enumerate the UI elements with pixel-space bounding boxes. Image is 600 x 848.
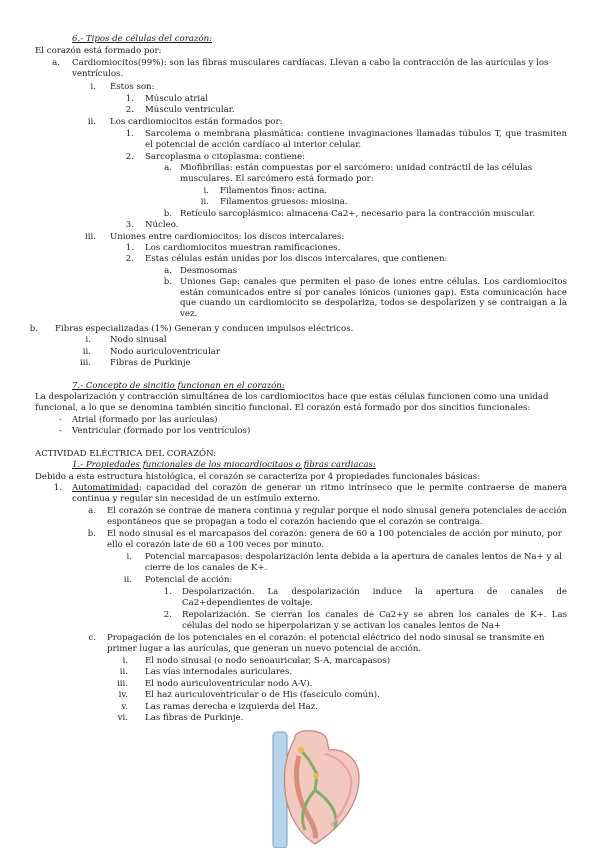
- list-marker: 1.: [53, 483, 62, 493]
- list-marker: b.: [29, 324, 38, 334]
- list-marker: v.: [121, 702, 128, 712]
- list-item: Retículo sarcoplásmico: almacena Ca2+, necesario para la contracción muscular.: [180, 209, 536, 219]
- list-item: Las vías internodales auriculares.: [145, 667, 293, 677]
- list-item: El nodo auriculoventricular nodo A-V).: [145, 679, 313, 689]
- list-marker: iii.: [80, 358, 91, 368]
- list-item: Filamentos finos: actina.: [220, 186, 328, 196]
- list-item: Las fibras de Purkinje.: [145, 713, 244, 723]
- list-item-automaticidad: [72, 483, 567, 504]
- list-marker: -: [59, 415, 62, 425]
- list-marker: a.: [164, 266, 172, 276]
- list-marker: 1.: [125, 94, 134, 104]
- list-marker: a.: [164, 163, 172, 173]
- list-marker: i.: [85, 335, 91, 345]
- list-item: Desmosomas: [180, 266, 237, 276]
- list-marker: ii.: [119, 667, 128, 677]
- list-marker: 1.: [125, 129, 134, 139]
- section-intro: Debido a esta estructura histológica, el corazón se caracteriza por 4 propiedades funcionales básicas:: [35, 472, 481, 482]
- term-definition: : capacidad del corazón de generar un ritmo intrínseco que le permite contraerse de manera continua y regular sin necesidad de un estímulo externo.: [72, 483, 567, 504]
- list-item: Sarcoplasma o citoplasma: contiene:: [145, 152, 305, 162]
- list-marker: 2.: [163, 610, 172, 620]
- section-subtitle: 1.- Propiedades funcionales de los miocardiocitaos o fibras cardiacas:: [72, 460, 376, 470]
- list-marker: 1.: [125, 243, 134, 253]
- list-marker: vi.: [117, 713, 128, 723]
- list-marker: -: [59, 426, 62, 436]
- list-item: El nodo sinusal (o nodo senoauricular, S-A, marcapasos): [145, 656, 391, 666]
- list-item: El haz auriculoventricular o de His (fascículo común).: [145, 690, 380, 700]
- list-item: Atrial (formado por las aurículas): [72, 415, 218, 425]
- list-item: Uniones entre cardiomiocitos: los discos intercalares:: [110, 232, 345, 242]
- list-item: Filamentos gruesos: miosina.: [220, 197, 348, 207]
- list-marker: a.: [88, 506, 96, 516]
- list-marker: ii.: [200, 197, 209, 207]
- list-marker: i.: [122, 656, 128, 666]
- list-marker: i.: [203, 186, 209, 196]
- list-item-uniones-gap: Uniones Gap: canales que permiten el paso de iones entre células. Los cardiomiocitos están comunicados entre sí por canales iónicos (uniones gap). Esta comunicación hace que cuando un cardiomiocito se despolariza, todos se despolarizen y se contraigan a la vez.: [180, 277, 567, 320]
- list-item: Ventricular (formado por los ventrículos): [72, 426, 251, 436]
- list-item-cardiomiocitos: Cardiomiocitos(99%): son las fibras musculares cardíacas. Llevan a cabo la contracción de las aurículas y los ventrículos.: [72, 58, 549, 79]
- list-marker: c.: [88, 633, 96, 643]
- list-item: Músculo atrial: [145, 94, 209, 104]
- list-item: Despolarización. La despolarización induce la apertura de canales de Ca2+dependientes de voltaje.: [182, 587, 567, 608]
- list-marker: iv.: [118, 690, 128, 700]
- term-label: Automatimidad: [72, 483, 139, 493]
- list-marker: 2.: [125, 254, 134, 264]
- list-marker: 2.: [125, 105, 134, 115]
- list-item: Potencial marcapasos: despolarización lenta debida a la apertura de canales lentos de Na+ y al cierre de los canales de K+.: [145, 552, 562, 573]
- list-marker: a.: [52, 58, 60, 68]
- section-6-title: 6.- Tipos de células del corazón:: [72, 34, 213, 44]
- section-7-text: La despolarización y contracción simultánea de los cardiomiocitos hace que estas células funcionen como una unidad funcional, a lo que se denomina también sincitio funcional. El corazón está formado por dos sincitios funcionales:: [35, 392, 549, 413]
- list-item: El nodo sinusal es el marcapasos del corazón: genera de 60 a 100 potenciales de acción por minuto, por ello el corazón late de 60 a 100 veces por minuto.: [107, 529, 562, 550]
- section-heading: ACTIVIDAD ELÉCTRICA DEL CORAZÓN:: [35, 449, 217, 459]
- list-marker: b.: [163, 209, 172, 219]
- list-item-miofibrillas: Miofibrillas: están compuestas por el sarcómero: unidad contráctil de las células musculares. El sarcómero está formado por:: [180, 163, 533, 184]
- list-marker: ii.: [87, 117, 96, 127]
- list-item-sarcolema: Sarcolema o membrana plasmática: contiene invaginaciones llamadas túbulos T, que trasmiten el potencial de acción cardíaco al interior celular.: [145, 129, 567, 150]
- list-item: Propagación de los potenciales en el corazón: el potencial eléctrico del nodo sinusal se transmite en primer lugar a las aurículas, que generan un nuevo potencial de acción.: [107, 633, 545, 654]
- list-item: Nodo sinusal: [110, 335, 167, 345]
- list-item-fibras-especializadas: Fibras especializadas (1%) Generan y conducen impulsos eléctricos.: [55, 324, 354, 334]
- list-item: Músculo ventricular.: [145, 105, 235, 115]
- list-marker: ii.: [82, 347, 91, 357]
- heart-conduction-illustration: [265, 730, 365, 848]
- list-item: Repolarización. Se cierran los canales de Ca2+y se abren los canales de K+. Las células del nodo se hiperpolarizan y se activan los canales lentos de Na+: [182, 610, 567, 631]
- list-item: Estas células están unidas por los discos intercalares, que contienen:: [145, 254, 448, 264]
- sinus-node-shape: [298, 747, 304, 753]
- list-marker: b.: [87, 529, 96, 539]
- list-item: Las ramas derecha e izquierda del Haz.: [145, 702, 318, 712]
- av-node-shape: [313, 773, 319, 779]
- list-item: Potencial de acción:: [145, 575, 233, 585]
- list-item: El corazón se contrae de manera continua y regular porque el nodo sinusal genera potenciales de acción espontáneos que se propagan a todo el corazón haciendo que el corazón se contraiga.: [107, 506, 567, 527]
- list-marker: i.: [90, 82, 96, 92]
- section-6-intro: El corazón está formado por:: [35, 46, 162, 56]
- list-marker: 3.: [125, 220, 134, 230]
- list-item: Núcleo.: [145, 220, 179, 230]
- list-marker: 2.: [125, 152, 134, 162]
- list-marker: i.: [126, 552, 132, 562]
- list-item: Los cardiomiocitos están formados por:: [110, 117, 283, 127]
- list-marker: iii.: [117, 679, 128, 689]
- list-marker: 1.: [163, 587, 172, 597]
- list-marker: b.: [163, 277, 172, 287]
- list-item: Fibras de Purkinje: [110, 358, 191, 368]
- list-marker: ii.: [123, 575, 132, 585]
- list-item: Los cardiomiocitos muestran ramificaciones.: [145, 243, 341, 253]
- section-7-title: 7.- Concepto de sincitio funcionan en el corazón:: [72, 381, 285, 391]
- list-item: Estos son:: [110, 82, 155, 92]
- list-marker: iii.: [85, 232, 96, 242]
- list-item: Nodo auriculoventricular: [110, 347, 220, 357]
